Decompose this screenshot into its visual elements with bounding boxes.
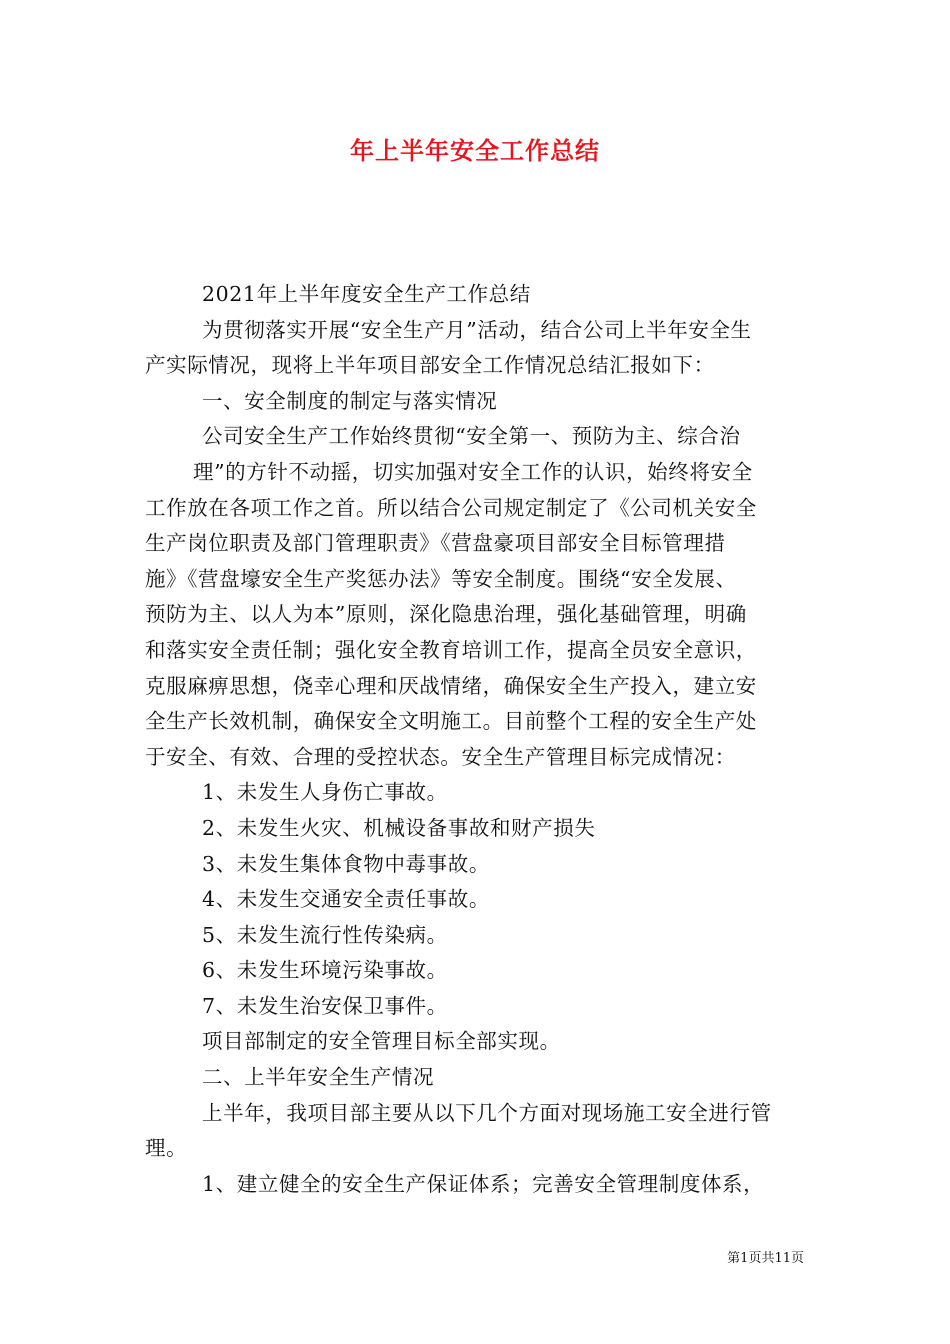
section-heading: 二、上半年安全生产情况 xyxy=(202,1065,435,1090)
list-item: 5、未发生流行性传染病。 xyxy=(202,922,448,947)
paragraph-line: 产实际情况，现将上半年项目部安全工作情况总结汇报如下： xyxy=(145,353,715,378)
list-item: 2、未发生火灾、机械设备事故和财产损失 xyxy=(202,815,596,840)
list-item: 6、未发生环境污染事故。 xyxy=(202,958,448,983)
document-body xyxy=(145,277,811,1202)
paragraph-line: 预防为主、以人为本”原则，深化隐患治理，强化基础管理，明确 xyxy=(145,602,747,627)
list-item: 1、未发生人身伤亡事故。 xyxy=(202,780,448,805)
paragraph-line: 2021年上半年度安全生产工作总结 xyxy=(202,282,531,306)
paragraph-line: 生产岗位职责及部门管理职责》《营盘豪项目部安全目标管理措 xyxy=(145,531,726,556)
paragraph-line: 克服麻痹思想，侥幸心理和厌战情绪，确保安全生产投入，建立安 xyxy=(145,673,757,698)
paragraph-line: 和落实安全责任制；强化安全教育培训工作，提高全员安全意识， xyxy=(145,637,757,662)
document-title: 年上半年安全工作总结 xyxy=(350,137,600,165)
paragraph-line: 工作放在各项工作之首。所以结合公司规定制定了《公司机关安全 xyxy=(145,495,757,520)
paragraph-line: 为贯彻落实开展“安全生产月”活动，结合公司上半年安全生 xyxy=(202,317,752,342)
paragraph-line: 项目部制定的安全管理目标全部实现。 xyxy=(202,1029,561,1054)
paragraph-line: 公司安全生产工作始终贯彻“安全第一、预防为主、综合治 xyxy=(202,424,741,449)
list-item: 3、未发生集体食物中毒事故。 xyxy=(202,851,490,876)
paragraph-line: 施》《营盘壕安全生产奖惩办法》等安全制度。围绕“安全发展、 xyxy=(145,566,737,591)
list-item: 4、未发生交通安全责任事故。 xyxy=(202,887,490,912)
list-item: 1、建立健全的安全生产保证体系；完善安全管理制度体系， xyxy=(202,1171,765,1196)
page-number: 第1页共11页 xyxy=(727,1251,804,1266)
paragraph-line: 理。 xyxy=(145,1136,188,1161)
section-heading: 一、安全制度的制定与落实情况 xyxy=(202,388,498,413)
paragraph-line: 全生产长效机制，确保安全文明施工。目前整个工程的安全生产处 xyxy=(145,709,757,734)
paragraph-line: 上半年，我项目部主要从以下几个方面对现场施工安全进行管 xyxy=(202,1100,772,1125)
paragraph-line: 于安全、有效、合理的受控状态。安全生产管理目标完成情况： xyxy=(145,744,736,769)
paragraph-line: 理”的方针不动摇，切实加强对安全工作的认识，始终将安全 xyxy=(193,459,753,484)
list-item: 7、未发生治安保卫事件。 xyxy=(202,993,448,1018)
